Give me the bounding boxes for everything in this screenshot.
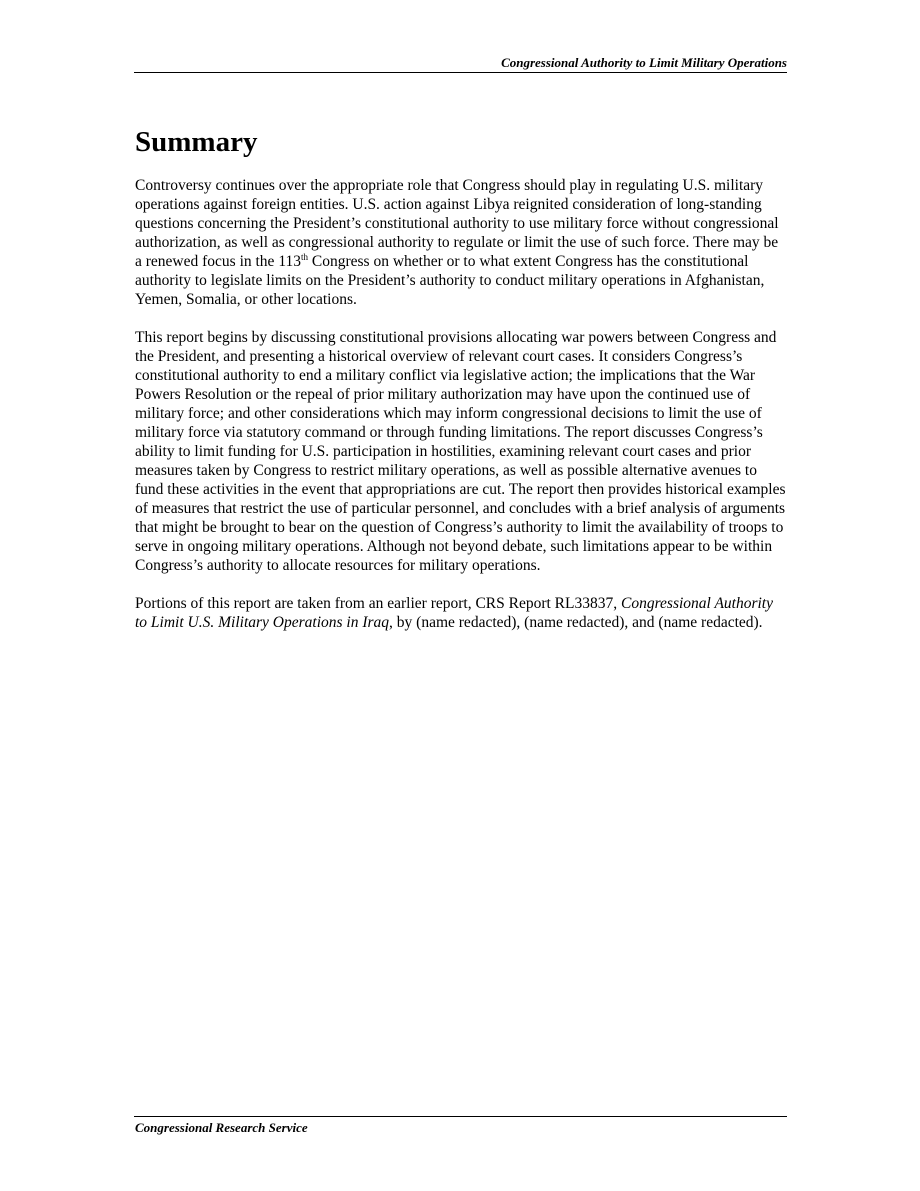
paragraph-text: Congress on whether or to what extent Congress has the constitutional authority to legislate limits on the President’s authority to conduct military operations in Afghanistan, Yemen, Somalia, or other locations.: [135, 253, 765, 308]
footer-rule: [134, 1116, 787, 1117]
cited-report-title: Congressional Authority to Limit U.S. Military Operations in Iraq: [135, 595, 773, 631]
summary-paragraph-3: [135, 594, 787, 632]
summary-paragraph-2: This report begins by discussing constitutional provisions allocating war powers between Congress and the President, and presenting a historical overview of relevant court cases. It considers Congress’s constitutional authority to end a military conflict via legislative action; the implications that the War Powers Resolution or the repeal of prior military authorization may have upon the continued use of military force; and other considerations which may inform congressional decisions to limit the use of military force via statutory command or through funding limitations. The report discusses Congress’s ability to limit funding for U.S. participation in hostilities, examining relevant court cases and prior measures taken by Congress to restrict military operations, as well as possible alternative avenues to fund these activities in the event that appropriations are cut. The report then provides historical examples of measures that restrict the use of particular personnel, and concludes with a brief analysis of arguments that might be brought to bear on the question of Congress’s authority to limit the availability of troops to serve in ongoing military operations. Although not beyond debate, such limitations appear to be within Congress’s authority to allocate resources for military operations.: [135, 329, 786, 574]
paragraph-text: , by (name redacted), (name redacted), and (name redacted).: [389, 614, 763, 631]
page-content: [135, 124, 787, 651]
header-rule: [134, 72, 787, 73]
paragraph-text: Portions of this report are taken from an earlier report, CRS Report RL33837,: [135, 595, 621, 612]
section-heading: Summary: [135, 126, 258, 158]
running-header: Congressional Authority to Limit Military Operations: [501, 55, 787, 70]
ordinal-superscript: th: [301, 251, 309, 262]
running-footer: Congressional Research Service: [135, 1120, 308, 1135]
paragraph-text: Controversy continues over the appropriate role that Congress should play in regulating U.S. military operations against foreign entities. U.S. action against Libya reignited consideration of long-standing questions concerning the President’s constitutional authority to use military force without congressional authorization, as well as congressional authority to regulate or limit the use of such force. There may be a renewed focus in the 113: [135, 177, 779, 270]
summary-paragraph-1: [135, 176, 787, 309]
